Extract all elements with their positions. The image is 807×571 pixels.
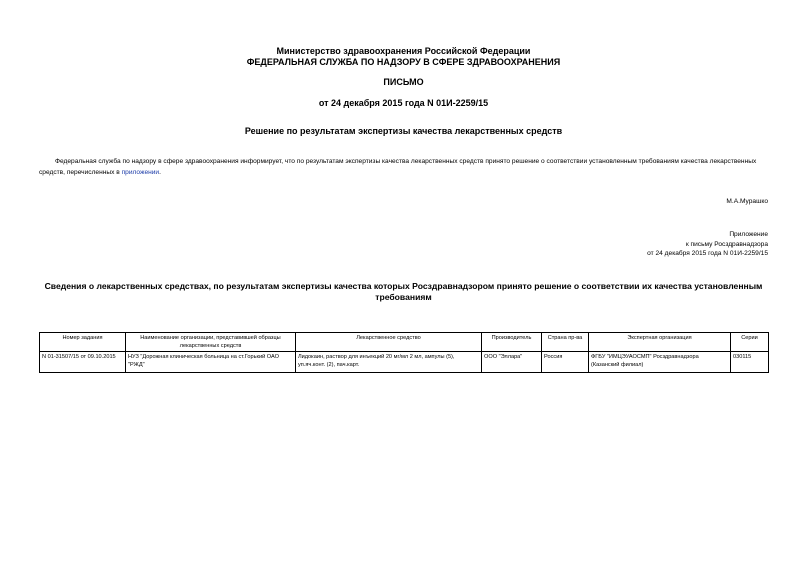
cell-organization: НУЗ "Дорожная клиническая больница на ст.Горький ОАО "РЖД" bbox=[126, 352, 296, 373]
table-header-row bbox=[40, 333, 769, 352]
service-name: ФЕДЕРАЛЬНАЯ СЛУЖБА ПО НАДЗОРУ В СФЕРЕ ЗДРАВООХРАНЕНИЯ bbox=[246, 57, 561, 67]
col-organization: Наименование организации, представившей образцы лекарственных средств bbox=[126, 333, 296, 352]
body-text-end: . bbox=[159, 169, 161, 176]
cell-country: Россия bbox=[542, 352, 589, 373]
appendix-date: от 24 декабря 2015 года N 01И-2259/15 bbox=[647, 250, 768, 257]
col-expert-org: Экспертная организация bbox=[589, 333, 731, 352]
document-date-number: от 24 декабря 2015 года N 01И-2259/15 bbox=[318, 98, 489, 108]
cell-expert-org: ФГБУ "ИМЦЭУАОСМП" Росздравнадзора (Казанский филиал) bbox=[589, 352, 731, 373]
signer-name: М.А.Мурашко bbox=[726, 198, 768, 205]
letter-body bbox=[39, 156, 768, 178]
document-type: ПИСЬМО bbox=[383, 77, 424, 87]
document-subject: Решение по результатам экспертизы качества лекарственных средств bbox=[244, 126, 563, 136]
medicines-table bbox=[39, 332, 769, 373]
appendix-link[interactable]: приложении bbox=[121, 169, 160, 176]
cell-task-number: N 01-31507/15 от 09.10.2015 bbox=[40, 352, 126, 373]
cell-manufacturer: ООО "Эллара" bbox=[482, 352, 542, 373]
table-row bbox=[40, 352, 769, 373]
col-manufacturer: Производитель bbox=[482, 333, 542, 352]
appendix-label: Приложение bbox=[729, 231, 768, 238]
cell-series: 030115 bbox=[731, 352, 769, 373]
cell-medicine: Лидокаин, раствор для инъекций 20 мг/мл 2 мл, ампулы (5), уп.яч.конт. (2), пач.карт. bbox=[296, 352, 482, 373]
appendix-block bbox=[647, 230, 768, 259]
col-series: Серии bbox=[731, 333, 769, 352]
section-title: Сведения о лекарственных средствах, по результатам экспертизы качества которых Росздравнадзором принято решение о соответствии их качества установленным требованиям bbox=[44, 281, 763, 302]
col-task-number: Номер задания bbox=[40, 333, 126, 352]
col-medicine: Лекарственное средство bbox=[296, 333, 482, 352]
appendix-ref: к письму Росздравнадзора bbox=[685, 240, 768, 248]
ministry-name: Министерство здравоохранения Российской Федерации bbox=[276, 46, 531, 56]
col-country: Страна пр-ва bbox=[542, 333, 589, 352]
body-text: Федеральная служба по надзору в сфере здравоохранения информирует, что по результатам экспертизы качества лекарственных средств принято решение о соответствии установленным требованиям качества лекарственных средств, перечисленных в bbox=[39, 158, 757, 176]
